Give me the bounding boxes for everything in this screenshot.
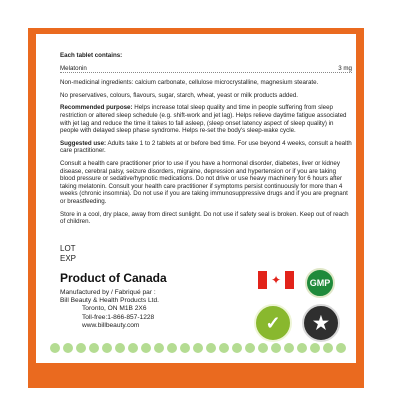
dot: [141, 343, 151, 353]
dot: [232, 343, 242, 353]
company-website: www.billbeauty.com: [82, 321, 140, 329]
dot: [297, 343, 307, 353]
flag-left-band: [258, 271, 267, 289]
dot: [50, 343, 60, 353]
manufactured-by: Manufactured by / Fabriqué par :: [60, 289, 156, 296]
top-white-strip: [0, 0, 400, 28]
decorative-dots: [50, 343, 350, 353]
dot: [154, 343, 164, 353]
warning-text: Consult a health care practitioner prior to use if you have a hormonal disorder, diabetes, liver or kidney disease, cerebral palsy, seizure disorders, migraine, depression and hypertension or if you are taking blood pressure or sedative/hypnotic medications. Do not drive or use heavy machinery for 6 hours after taking melatonin. Consult your health care practitioner if symptoms persist continuously for more than 4 weeks (chronic insomnia). Do not use if you are taking immunosuppressive drugs and if you are pregnant or breastfeeding.: [60, 159, 348, 205]
gmp-text: GMP: [309, 278, 331, 288]
quality-seal-icon: ★: [302, 304, 340, 342]
bottom-orange-band: [28, 363, 364, 388]
lot-exp: [60, 244, 76, 264]
non-medicinal-text: Non-medicinal ingredients: calcium carbonate, cellulose microcrystalline, magnesium stearate.: [60, 79, 319, 87]
recommended-purpose-label: Recommended purpose:: [60, 104, 133, 112]
dot: [310, 343, 320, 353]
product-of-canada: Product of Canada: [60, 271, 167, 285]
dot: [206, 343, 216, 353]
recommended-purpose-text: Helps increase total sleep quality and time in people suffering from sleep restriction or altered sleep schedule (e.g. shift-work and jet lag). Helps relieve daytime fatigue associated with jet lag and reduce the time it takes to fall asleep, (sleep onset latency aspect of sleep quality) in people with delayed sleep phase syndrome. Helps re-set the body's sleep-wake cycle.: [60, 104, 347, 135]
dot: [284, 343, 294, 353]
dot: [63, 343, 73, 353]
dot: [258, 343, 268, 353]
each-tablet-contains-label: Each tablet contains:: [60, 52, 123, 59]
label-content: [60, 52, 352, 231]
suggested-use-label: Suggested use:: [60, 139, 107, 147]
dot: [76, 343, 86, 353]
company-tollfree: Toll-free:1-866-857-1228: [82, 313, 155, 321]
dot: [219, 343, 229, 353]
dot: [89, 343, 99, 353]
melatonin-amount: 3 mg: [338, 64, 352, 72]
dot: [102, 343, 112, 353]
suggested-use-text: Adults take 1 to 2 tablets at or before bed time. For use beyond 4 weeks, consult a health care practitioner.: [60, 139, 352, 155]
each-tablet-contains: [60, 52, 352, 60]
dot: [128, 343, 138, 353]
dot: [167, 343, 177, 353]
lot-label: LOT: [60, 244, 76, 253]
melatonin-row: [60, 65, 352, 74]
dot: [180, 343, 190, 353]
maple-leaf-icon: ✦: [267, 271, 285, 289]
no-preservatives-text: No preservatives, colours, flavours, sugar, starch, wheat, yeast or milk products added.: [60, 91, 298, 99]
dot: [336, 343, 346, 353]
check-seal-icon: ✓: [254, 304, 292, 342]
exp-label: EXP: [60, 254, 77, 263]
dot: [323, 343, 333, 353]
company-address: Toronto, ON M1B 2X6: [82, 305, 147, 313]
dot: [115, 343, 125, 353]
canada-flag-icon: [258, 271, 294, 289]
dot: [193, 343, 203, 353]
flag-right-band: [285, 271, 294, 289]
company-name: Bill Beauty & Health Products Ltd.: [60, 297, 159, 305]
recommended-purpose: [60, 104, 352, 134]
dot: [271, 343, 281, 353]
melatonin-label: Melatonin: [60, 64, 87, 72]
dot: [245, 343, 255, 353]
gmp-seal-icon: [305, 268, 335, 298]
manufacturer-info: [60, 289, 159, 330]
storage-text: Store in a cool, dry place, away from direct sunlight. Do not use if safety seal is broken. Keep out of reach of children.: [60, 210, 349, 226]
suggested-use: [60, 140, 352, 155]
